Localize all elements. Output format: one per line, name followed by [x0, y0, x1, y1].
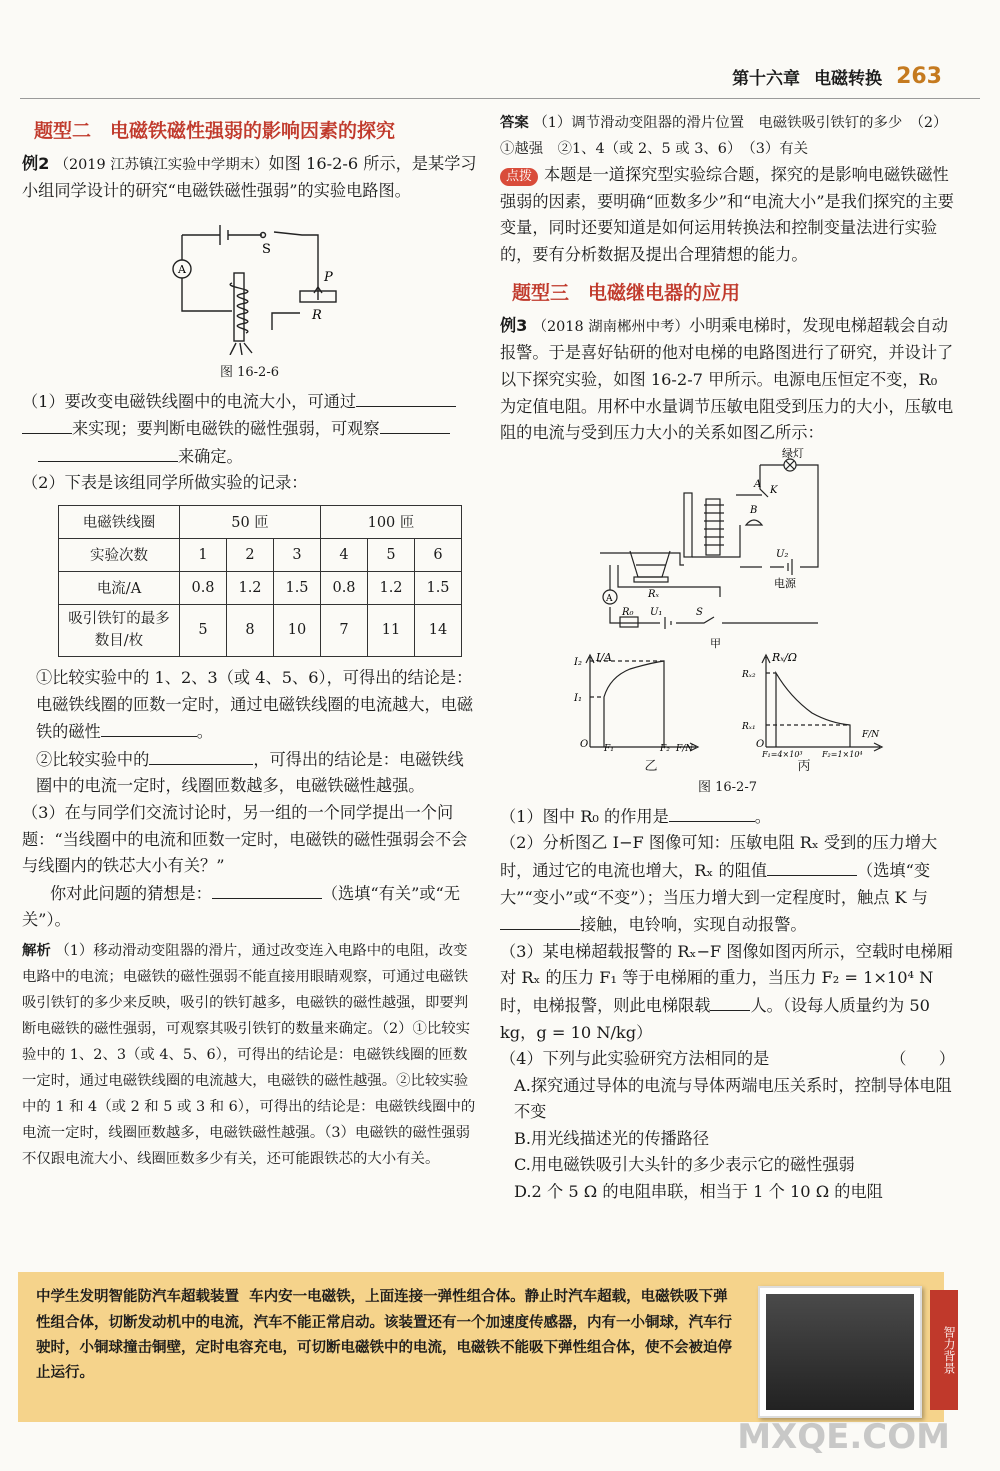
knowledge-body: 车内安一电磁铁，上面连接一弹性组合体。静止时汽车超载，电磁铁吸下弹性组合体，切断发动机中的电流，汽车不能正常启动。该装置还有一个加速度传感器，内有一小铜球，汽车行驶时，小铜球撞击铜壁，定时电容充电，可切断电磁铁中的电流，电磁铁不能吸下弹性组合体，使不会被迫停止运行。 [36, 1288, 732, 1381]
answer-blank-r2a[interactable] [767, 857, 857, 876]
answer-bracket[interactable]: （ ） [890, 1049, 955, 1069]
yi-ylabel: I/A [596, 650, 612, 664]
example-2 [22, 151, 477, 205]
label-yi: 乙 [644, 758, 658, 774]
option-d: D.2 个 5 Ω 的电阻串联，相当于 1 个 10 Ω 的电阻 [514, 1182, 883, 1202]
label-ammeter: A [606, 593, 613, 604]
question-2-2: ②比较实验中的 ，可得出的结论是：电磁铁线圈中的电流一定时，线圈匝数越多，电磁铁磁性越强。 [22, 746, 477, 800]
table-header: 50 匝 [180, 505, 321, 538]
figure-caption: 图 16-2-7 [697, 779, 757, 795]
bing-origin: O [756, 738, 765, 750]
page-header [732, 64, 942, 89]
answer-blank-2-1[interactable] [101, 718, 197, 737]
label-U2: U₂ [776, 548, 789, 560]
analysis-text: （1）移动滑动变阻器的滑片，通过改变连入电路中的电阻，改变电路中的电流；电磁铁的磁性强弱不能直接用眼睛观察，可通过电磁铁吸引铁钉的多少来反映，吸引的铁钉越多，电磁铁的磁性越强，即要判断电磁铁的磁性强弱，可观察其吸引铁钉的数量来确定。（2）①比较实验中的 1、2、3（或 4、5、6），可得出的结论是：电磁铁线圈的匝数一定时，通过电磁铁线圈的电流越大，电磁铁的磁性越强。②比较实验中的 1 和 4（或 2 和 5 或 3 和 6），可得出的结论是：电磁铁线圈中的电流一定时，线圈匝数越多，电磁铁磁性越强。（3）电磁铁的磁性强弱不仅跟电流大小、线圈匝数多少有关，还可能跟铁芯的大小有关。 [22, 942, 476, 1167]
bing-y1: Rₓ₁ [742, 721, 756, 732]
label-B: B [750, 504, 758, 516]
answer-text: （1）调节滑动变阻器的滑片位置 电磁铁吸引铁钉的多少 （2）①越强 ②1、4（或 2、5 或 3、6） （3）有关 [500, 115, 948, 157]
yi-xlabel: F/N [676, 743, 694, 754]
table-header: 100 匝 [321, 505, 462, 538]
graph-yi [586, 655, 698, 751]
bing-xlabel: F/N [862, 729, 880, 740]
example-text: 如图 16-2-6 所示，是某学习小组同学设计的研究“电磁铁磁性强弱”的实验电路图。 [22, 154, 477, 200]
label-green-light: 绿灯 [782, 446, 804, 460]
question-1: （1）要改变电磁铁线圈中的电流大小，可通过 来实现；要判断电磁铁的磁性强弱，可观察 来确定。 [22, 388, 477, 471]
figure-16-2-7 [500, 447, 955, 757]
example-source: （2019 江苏镇江实验中学期末） [54, 157, 269, 173]
circuit-figure-16-2-6 [22, 205, 477, 355]
answer-blank-r3[interactable] [710, 992, 750, 1011]
iron-nails [230, 343, 252, 355]
answer-blank-r1[interactable] [669, 803, 755, 822]
knowledge-box [18, 1272, 956, 1422]
label-power: 电源 [774, 576, 796, 590]
table-row: 电流/A 0.8 1.2 1.5 0.8 1.2 1.5 [59, 571, 462, 604]
label-jia: 甲 [710, 636, 721, 650]
label-bing: 丙 [797, 758, 811, 774]
tip-badge: 点拨 [500, 168, 538, 186]
example-label: 例3 [500, 316, 528, 336]
answer-label: 答案 [500, 115, 529, 131]
graph-names [500, 755, 955, 774]
answer-blank-1a[interactable] [356, 388, 456, 407]
answer-blank-1a-cont[interactable] [22, 415, 72, 434]
bottom-left-wire [182, 278, 232, 311]
chapter-title: 电磁转换 [814, 69, 883, 89]
yi-x1: F₁ [604, 743, 614, 754]
yi-y2: I₂ [574, 656, 582, 668]
answer-blank-2-2[interactable] [149, 746, 253, 765]
chapter-label: 第十六章 [732, 69, 801, 89]
option-a: A.探究通过导体的电流与导体两端电压关系时，控制导体电阻不变 [514, 1075, 952, 1122]
table-header: 电磁铁线圈 [59, 505, 180, 538]
battery [220, 225, 228, 245]
answer-block [500, 110, 955, 162]
top-wire [182, 232, 318, 300]
label-Rx: Rₓ [648, 588, 660, 600]
experiment-table [58, 505, 462, 657]
coil-turns [230, 283, 248, 333]
answer-blank-3[interactable] [212, 880, 322, 899]
question-r2: （2）分析图乙 I−F 图像可知：压敏电阻 Rₓ 受到的压力增大时，通过它的电流也增大，Rₓ 的阻值 （选填“变大”“变小”或“不变”）；当压力增大到一定程度时，触点 K 与接触，电铃响，实现自动报警。 [500, 833, 938, 935]
label-P: P [324, 269, 333, 285]
bing-ylabel: Rₓ/Ω [772, 650, 798, 664]
bing-x1: F₁=4×10³ [762, 749, 803, 757]
left-column [22, 110, 477, 1172]
example-label: 例2 [22, 154, 50, 173]
question-r4: （4）下列与此实验研究方法相同的是 （ ） [500, 1046, 955, 1073]
coil-wire [272, 313, 300, 330]
knowledge-text [36, 1284, 736, 1385]
label-S: S [696, 606, 703, 618]
knowledge-ribbon: 智力背景 [930, 1290, 958, 1410]
question-3: （3）在与同学们交流讨论时，另一组的一个同学提出一个问题：“当线圈中的电流和匝数一定时，电磁铁的磁性强弱会不会与线圈内的铁芯大小有关？” 你对此问题的猜想是： （选填“有关”或“无关”）。 [22, 802, 468, 930]
label-R0: R₀ [622, 606, 634, 618]
section-title-2: 题型二 电磁铁磁性强弱的影响因素的探究 [34, 120, 396, 142]
table-row: 实验次数 1 2 3 4 5 6 [59, 538, 462, 571]
answer-blank-1b-cont[interactable] [38, 443, 178, 462]
table-row: 吸引铁钉的最多数目/枚 5 8 10 7 11 14 [59, 604, 462, 656]
figure-caption: 图 16-2-6 [219, 364, 279, 380]
car-photo [758, 1286, 922, 1418]
watermark: MXQE.COM [737, 1417, 950, 1457]
question-r3: （3）某电梯超载报警的 Rₓ−F 图像如图丙所示，空载时电梯厢对 Rₓ 的压力 F₁ 等于电梯厢的重力，当压力 F₂ = 1×10⁴ N 时，电梯报警，则此电梯限载 人。（设每人质量约为 50 kg，g = 10 N/kg） [500, 941, 953, 1042]
header-divider [20, 98, 980, 99]
bing-y2: Rₓ₂ [742, 669, 756, 680]
option-b: B.用光线描述光的传播路径 [514, 1128, 710, 1148]
relay-circuit [600, 459, 818, 629]
question-r1: （1）图中 R₀ 的作用是 。 [500, 803, 955, 831]
label-R: R [312, 307, 322, 323]
example-source: （2018 湖南郴州中考） [532, 319, 689, 336]
label-K: K [770, 484, 778, 496]
label-A: A [178, 262, 186, 276]
page-number: 263 [896, 64, 942, 89]
yi-x2: F₂ [660, 743, 670, 754]
example-text: 小明乘电梯时，发现电梯超载会自动报警。于是喜好钻研的他对电梯的电路图进行了研究，并设计了以下探究实验，如图 16-2-7 甲所示。电源电压恒定不变，R₀ 为定值电阻。用杯中水量调节压敏电阻受到压力的大小，压敏电阻的电流与受到压力大小的关系如图乙所示： [500, 316, 954, 443]
knowledge-title: 中学生发明智能防汽车超载装置 [36, 1289, 239, 1305]
answer-blank-r2b[interactable] [500, 911, 580, 930]
tip-block [500, 162, 955, 268]
analysis-label: 解析 [22, 942, 51, 959]
question-2-1: ①比较实验中的 1、2、3（或 4、5、6），可得出的结论是：电磁铁线圈的匝数一定时，通过电磁铁线圈的电流越大，电磁铁的磁性 。 [36, 667, 474, 742]
right-column [500, 110, 955, 1206]
analysis [22, 938, 477, 1172]
label-A: A [754, 478, 762, 490]
example-3 [500, 313, 955, 446]
bing-x2: F₂=1×10⁴ [822, 749, 863, 757]
tip-text: 本题是一道探究型实验综合题，探究的是影响电磁铁磁性强弱的因素，要明确“匝数多少”和“电流大小”是我们探究的主要变量，同时还要知道是如何运用转换法和控制变量法进行实验的，要有分析数据及提出合理猜想的能力。 [500, 165, 954, 264]
answer-blank-1b[interactable] [380, 415, 450, 434]
label-S: S [262, 241, 271, 257]
option-c: C.用电磁铁吸引大头针的多少表示它的磁性强弱 [514, 1155, 855, 1175]
section-title-3: 题型三 电磁继电器的应用 [512, 282, 741, 305]
yi-origin: O [580, 738, 589, 750]
label-U1: U₁ [650, 606, 663, 618]
yi-y1: I₁ [574, 692, 582, 704]
question-2: （2）下表是该组同学所做实验的记录： [22, 473, 308, 493]
